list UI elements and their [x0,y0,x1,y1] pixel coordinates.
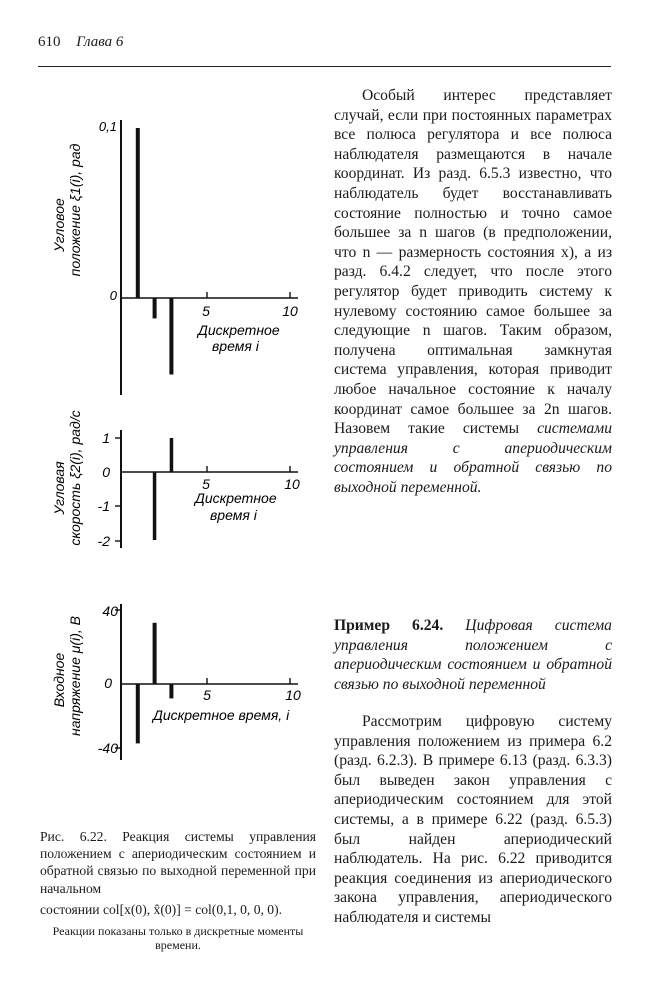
paragraph-intro [334,86,612,497]
chart-velocity-ytick-label-0: 0 [102,464,110,480]
chart-velocity-ytick-label-m1: -1 [97,498,110,514]
figure-caption [40,828,316,952]
caption-note: Реакции показаны только в дискретные моменты времени. [52,924,304,953]
chart-velocity-ytick-label-m2: -2 [97,533,110,549]
paragraph-example [334,712,612,928]
chart-angle-ylabel-line2: положение ξ1(i), рад [67,143,83,277]
chart-angle-xtick-label-5: 5 [202,303,210,319]
chart-velocity-xlabel-line2: время i [210,507,257,523]
chart-velocity-ytick-label-1: 1 [102,430,110,446]
chart-angle [51,119,298,395]
chart-voltage-bar-2 [153,623,157,684]
chart-voltage-bar-3 [169,684,173,698]
example-label: Пример 6.24. [334,617,444,634]
chart-velocity-xlabel-line1: Дискретное [195,490,277,506]
chart-angle-ytick-zero: 0 [109,288,117,303]
chart-angle-xtick-label-10: 10 [282,303,298,319]
chart-angle-ylabel-line1: Угловое [51,198,67,252]
chart-velocity-xtick-label-5: 5 [202,476,210,492]
figure-6-22 [0,0,330,820]
chart-angle-bar-3 [169,298,173,375]
chart-voltage-ytick-label-0: 0 [104,675,112,691]
chart-angle-xlabel-line1: Дискретное [198,322,280,338]
paragraph-intro-text: Особый интерес представляет случай, если при постоянных параметрах все полюса регулятора и все полюса наблюдателя размещаются в начале координат. Из разд. 6.5.3 известно, что наблюдатель будет восстанавливать состояние полностью и точно самое большее за n шагов (в предположении, что n — размерность состояния x), а из разд. 6.4.2 следует, что после этого регулятор будет приводить систему к нулевому состоянию самое большее за следующие n шагов. Таким образом, получена оптимальная замкнутая система управления, которая приводит любое начальное состояние к началу координат самое большее за 2n шагов. Назовем такие системы [334,87,612,438]
chart-angle-bar-2 [153,298,157,318]
chart-voltage-ytick-label-40: 40 [102,603,118,619]
chart-angle-ytick-top: 0,1 [98,119,117,134]
paragraph-example-text: Рассмотрим цифровую систему управления положением из примера 6.2 (разд. 6.2.3). В примере 6.13 (разд. 6.3.3) был выведен закон управления с апериодическим состоянием для этой системы, а в примере 6.22 (разд. 6.5.3) был найден апериодический наблюдатель. На рис. 6.22 приводится реакция соединения из апериодического закона управления, апериодического наблюдателя и системы [334,713,612,926]
chart-voltage-xtick-label-10: 10 [285,687,301,703]
chart-voltage-ylabel-line1: Входное [51,652,67,708]
example-heading [334,616,612,694]
chart-voltage-ylabel-line2: напряжение μ(i), В [67,616,83,736]
chart-velocity [51,410,300,549]
chart-voltage-xlabel: Дискретное время, i [153,707,290,723]
chart-velocity-xtick-label-10: 10 [284,476,300,492]
chart-velocity-bar-1 [153,472,157,540]
chapter-title: Глава 6 [76,34,124,50]
chart-velocity-ylabel-line1: Угловая [51,461,67,515]
caption-formula: состоянии col[x(0), x̂(0)] = col(0,1, 0, 0, 0). [40,901,283,917]
page-number: 610 [38,34,61,50]
paragraph-intro-term: системами управления с апериодическим состоянием и обратной связью по выходной переменной. [334,420,612,496]
chart-angle-xlabel-line2: время i [212,338,259,354]
chart-voltage-bar-1 [136,684,140,743]
chart-voltage [51,603,301,760]
chart-voltage-ytick-label-m40: -40 [97,740,118,756]
chart-velocity-bar-2 [170,438,174,472]
chart-velocity-ylabel-line2: скорость ξ2(i), рад/c [67,410,83,546]
example-title: Цифровая система управления положением с апериодическим состоянием и обратной связью по выходной переменной [334,617,612,693]
chart-voltage-xtick-label-5: 5 [203,687,211,703]
caption-main: Рис. 6.22. Реакция системы управления положением с апериодическим состоянием и обратной связью по выходной переменной при начальном [40,829,316,896]
chart-angle-bar-1 [136,128,140,298]
